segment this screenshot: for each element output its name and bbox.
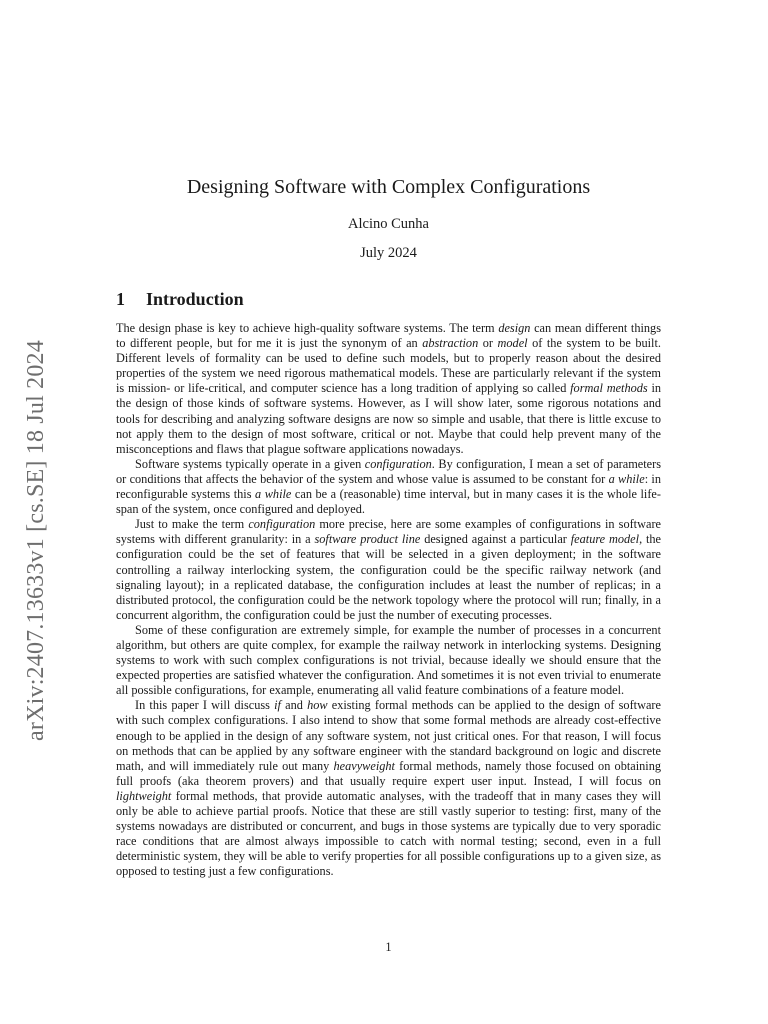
emphasis-text: if: [274, 698, 281, 713]
section-heading: [116, 289, 244, 310]
page-number: 1: [385, 940, 392, 954]
emphasis-text: abstraction: [422, 336, 479, 351]
paragraph-2: Software systems typically operate in a given configuration. By configuration, I mean a set of parameters or conditions that affects the behavior of the system and whose value is assumed to be constant for a while: in reconfigurable systems this a while can be a (reasonable) time interval, but in many cases it is the whole life-span of the system, once configured and deployed.: [116, 456, 661, 517]
section-number: 1: [116, 289, 125, 309]
body-text: [116, 321, 661, 879]
emphasis-text: a while: [255, 487, 292, 502]
emphasis-text: configuration: [364, 456, 432, 471]
emphasis-text: model: [497, 336, 528, 351]
paragraph-4: Some of these configuration are extremely simple, for example the number of processes in a concurrent algorithm, but others are quite complex, for example the railway network in interlocking systems. Designing systems to work with such complex configurations is not trivial, because ideally we should ensure that the expected properties are satisfied whatever the configuration. And sometimes it is not even trivial to enumerate all possible configurations, for example, enumerating all valid feature combinations of a feature model.: [116, 622, 661, 698]
emphasis-text: design: [498, 321, 531, 335]
arxiv-stamp: [14, 330, 58, 750]
emphasis-text: feature model: [570, 532, 640, 547]
paragraph-5: In this paper I will discuss if and how existing formal methods can be applied to the design of software with such complex configurations. I also intend to show that some formal methods are already cost-effective enough to be applied in the design of any software system, not just critical ones. For that reason, I will focus on methods that can be applied by any software engineer with the standard background on logic and discrete math, and will immediately rule out many heavyweight formal methods, namely those focused on obtaining full proofs (aka theorem provers) and that usually require expert user input. Instead, I will focus on lightweight formal methods, that provide automatic analyses, with the tradeoff that in many cases they will only be able to achieve partial proofs. Notice that these are still vastly superior to testing: first, many of the systems nowadays are distributed or concurrent, and bugs in those systems are typically due to very sporadic race conditions that are almost always impossible to catch with normal testing; second, even in a full deterministic system, they will be able to verify properties for all possible configurations up to a given size, as opposed to testing just a few configurations.: [116, 698, 661, 879]
emphasis-text: lightweight: [116, 788, 172, 803]
paragraph-3: Just to make the term configuration more precise, here are some examples of configurations in software systems with different granularity: in a software product line designed against a particular feature model, the configuration could be the set of features that will be selected in a given deployment; in the software controlling a railway interlocking system, the configuration could be the specific railway network (and signaling layout); in a replicated database, the configuration includes at least the number of replicas; in a distributed protocol, the configuration could be the network topology where the protocol will run; finally, in a concurrent algorithm, the configuration could be just the number of executing processes.: [116, 517, 662, 622]
emphasis-text: configuration: [248, 517, 316, 532]
emphasis-text: software product line: [314, 532, 421, 547]
emphasis-text: formal methods: [570, 381, 648, 396]
paragraph-1: The design phase is key to achieve high-quality software systems. The term design can mean different things to different people, but for me it is just the synonym of an abstraction or model of the system to be built. Different levels of formality can be used to define such models, but to properly reason about the desired properties of the system we need rigorous mathematical models. These are particularly relevant if the system is mission- or life-critical, and computer science has a long tradition of applying so called formal methods in the design of those kinds of software systems. However, as I will show later, some rigorous notations and tools for describing and analyzing software designs are now so simple and usable, that there is little excuse to not apply them to the design of most software, critical or not. Maybe that could help prevent many of the misconceptions and flaws that plague software applications nowadays.: [116, 321, 662, 456]
section-title: Introduction: [146, 289, 244, 309]
arxiv-stamp-text: arXiv:2407.13633v1 [cs.SE] 18 Jul 2024: [22, 339, 49, 741]
paper-date: July 2024: [360, 245, 417, 261]
emphasis-text: a while: [608, 471, 645, 486]
paper-author: Alcino Cunha: [348, 216, 429, 232]
emphasis-text: heavyweight: [333, 758, 395, 773]
emphasis-text: how: [307, 698, 328, 713]
paper-title: Designing Software with Complex Configurations: [186, 176, 591, 198]
